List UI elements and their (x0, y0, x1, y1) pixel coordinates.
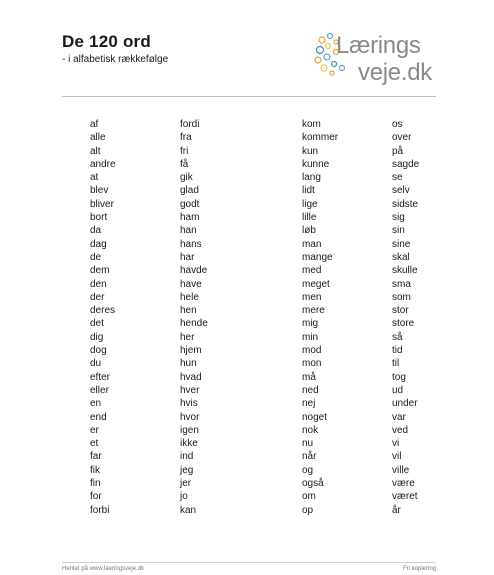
page-title: De 120 ord (62, 32, 151, 51)
word-item: skulle (392, 265, 418, 277)
word-item: fik (90, 464, 100, 476)
word-item: mere (302, 305, 325, 317)
word-item: hende (180, 318, 208, 330)
word-item: havde (180, 265, 208, 277)
word-item: at (90, 172, 99, 184)
word-item: hans (180, 238, 202, 250)
word-item: dig (90, 331, 104, 343)
footer-copy-note: Fri kopiering (402, 566, 436, 572)
word-item: se (392, 172, 403, 184)
word-item: hvis (180, 398, 198, 410)
word-item: sine (392, 238, 411, 250)
word-column-1 (90, 118, 180, 517)
word-item: nok (302, 424, 319, 436)
header-divider (62, 96, 436, 97)
word-item: er (90, 424, 99, 436)
word-item: hvor (180, 411, 200, 423)
word-item: også (302, 478, 324, 490)
word-item: der (90, 291, 105, 303)
word-item: kun (302, 145, 319, 157)
word-item: under (392, 398, 418, 410)
word-item: og (302, 464, 314, 476)
word-item: hele (180, 291, 199, 303)
word-item: på (392, 145, 404, 157)
word-item: en (90, 398, 102, 410)
word-item: alle (90, 132, 106, 144)
word-item: jer (180, 478, 192, 490)
word-item: kommer (302, 132, 339, 144)
word-item: om (302, 491, 316, 503)
word-item: godt (180, 198, 200, 210)
word-item: tid (392, 345, 403, 357)
laeringsveje-logo (312, 28, 432, 90)
word-item: vi (392, 438, 400, 450)
word-item: mon (302, 358, 322, 370)
word-item: sidste (392, 198, 419, 210)
word-item: have (180, 278, 202, 290)
word-item: været (392, 491, 418, 503)
word-item: gik (180, 172, 193, 184)
word-item: sagde (392, 158, 420, 170)
word-item: men (302, 291, 322, 303)
word-item: år (392, 504, 401, 516)
word-item: ned (302, 384, 319, 396)
word-item: nej (302, 398, 316, 410)
word-item: du (90, 358, 102, 370)
word-item: kunne (302, 158, 330, 170)
word-item: hjem (180, 345, 202, 357)
word-item: han (180, 225, 197, 237)
word-column-2 (180, 118, 302, 517)
word-column-3 (302, 118, 392, 517)
word-item: glad (180, 185, 199, 197)
page-subtitle: - i alfabetisk rækkefølge (62, 54, 169, 65)
word-item: over (392, 132, 412, 144)
word-item: mange (302, 251, 333, 263)
word-item: efter (90, 371, 111, 383)
word-item: når (302, 451, 317, 463)
word-item: her (180, 331, 195, 343)
word-item: ved (392, 424, 409, 436)
word-item: være (392, 478, 415, 490)
word-item: bliver (90, 198, 114, 210)
word-item: fordi (180, 119, 200, 130)
word-item: sin (392, 225, 405, 237)
word-item: dem (90, 265, 110, 277)
word-item: end (90, 411, 107, 423)
word-item: eller (90, 384, 109, 396)
word-item: ind (180, 451, 194, 463)
word-item: ham (180, 212, 200, 224)
word-item: forbi (90, 504, 110, 516)
word-item: fra (180, 132, 192, 144)
word-item: hen (180, 305, 197, 317)
word-item: ikke (180, 438, 198, 450)
word-item: få (180, 158, 189, 170)
word-item: skal (392, 251, 410, 263)
word-item: fri (180, 145, 189, 157)
word-item: ud (392, 384, 404, 396)
word-item: hvad (180, 371, 202, 383)
word-item: det (90, 318, 104, 330)
word-item: os (392, 119, 403, 130)
word-item: lang (302, 172, 321, 184)
word-item: hun (180, 358, 197, 370)
logo-text-line2: veje.dk (358, 59, 432, 86)
word-item: mod (302, 345, 322, 357)
word-item: kan (180, 504, 197, 516)
word-item: selv (392, 185, 410, 197)
word-item: sig (392, 212, 405, 224)
word-item: noget (302, 411, 328, 423)
word-item: min (302, 331, 319, 343)
word-item: så (392, 331, 403, 343)
word-item: af (90, 119, 99, 130)
word-item: dag (90, 238, 107, 250)
footer-divider (62, 562, 436, 563)
word-item: hver (180, 384, 200, 396)
word-item: lidt (302, 185, 315, 197)
word-item: dog (90, 345, 107, 357)
word-item: fin (90, 478, 101, 490)
word-item: op (302, 504, 314, 516)
word-item: de (90, 251, 102, 263)
word-item: igen (180, 424, 199, 436)
word-item: bort (90, 212, 108, 224)
word-item: da (90, 225, 102, 237)
word-item: jeg (180, 464, 194, 476)
word-item: løb (302, 225, 316, 237)
word-item: til (392, 358, 400, 370)
word-item: har (180, 251, 195, 263)
word-item: vil (392, 451, 402, 463)
word-list (90, 118, 462, 517)
word-item: stor (392, 305, 409, 317)
word-item: som (392, 291, 411, 303)
word-item: nu (302, 438, 314, 450)
word-item: deres (90, 305, 116, 317)
logo-text-line1: Lærings (336, 32, 421, 59)
word-item: meget (302, 278, 330, 290)
word-item: for (90, 491, 102, 503)
word-item: lige (302, 198, 318, 210)
word-item: alt (90, 145, 101, 157)
word-item: store (392, 318, 415, 330)
word-item: var (392, 411, 406, 423)
word-item: blev (90, 185, 109, 197)
word-item: den (90, 278, 107, 290)
footer-source: Hentet på www.laeringsveje.dk (62, 566, 145, 572)
word-column-4 (392, 118, 462, 517)
word-item: et (90, 438, 99, 450)
word-item: tog (392, 371, 406, 383)
word-item: ville (392, 464, 410, 476)
word-item: mig (302, 318, 319, 330)
word-item: kom (302, 119, 321, 130)
word-item: lille (302, 212, 317, 224)
word-item: sma (392, 278, 411, 290)
word-item: med (302, 265, 322, 277)
word-item: man (302, 238, 322, 250)
word-item: jo (180, 491, 188, 503)
word-item: må (302, 371, 316, 383)
word-item: andre (90, 158, 116, 170)
word-item: far (90, 451, 102, 463)
